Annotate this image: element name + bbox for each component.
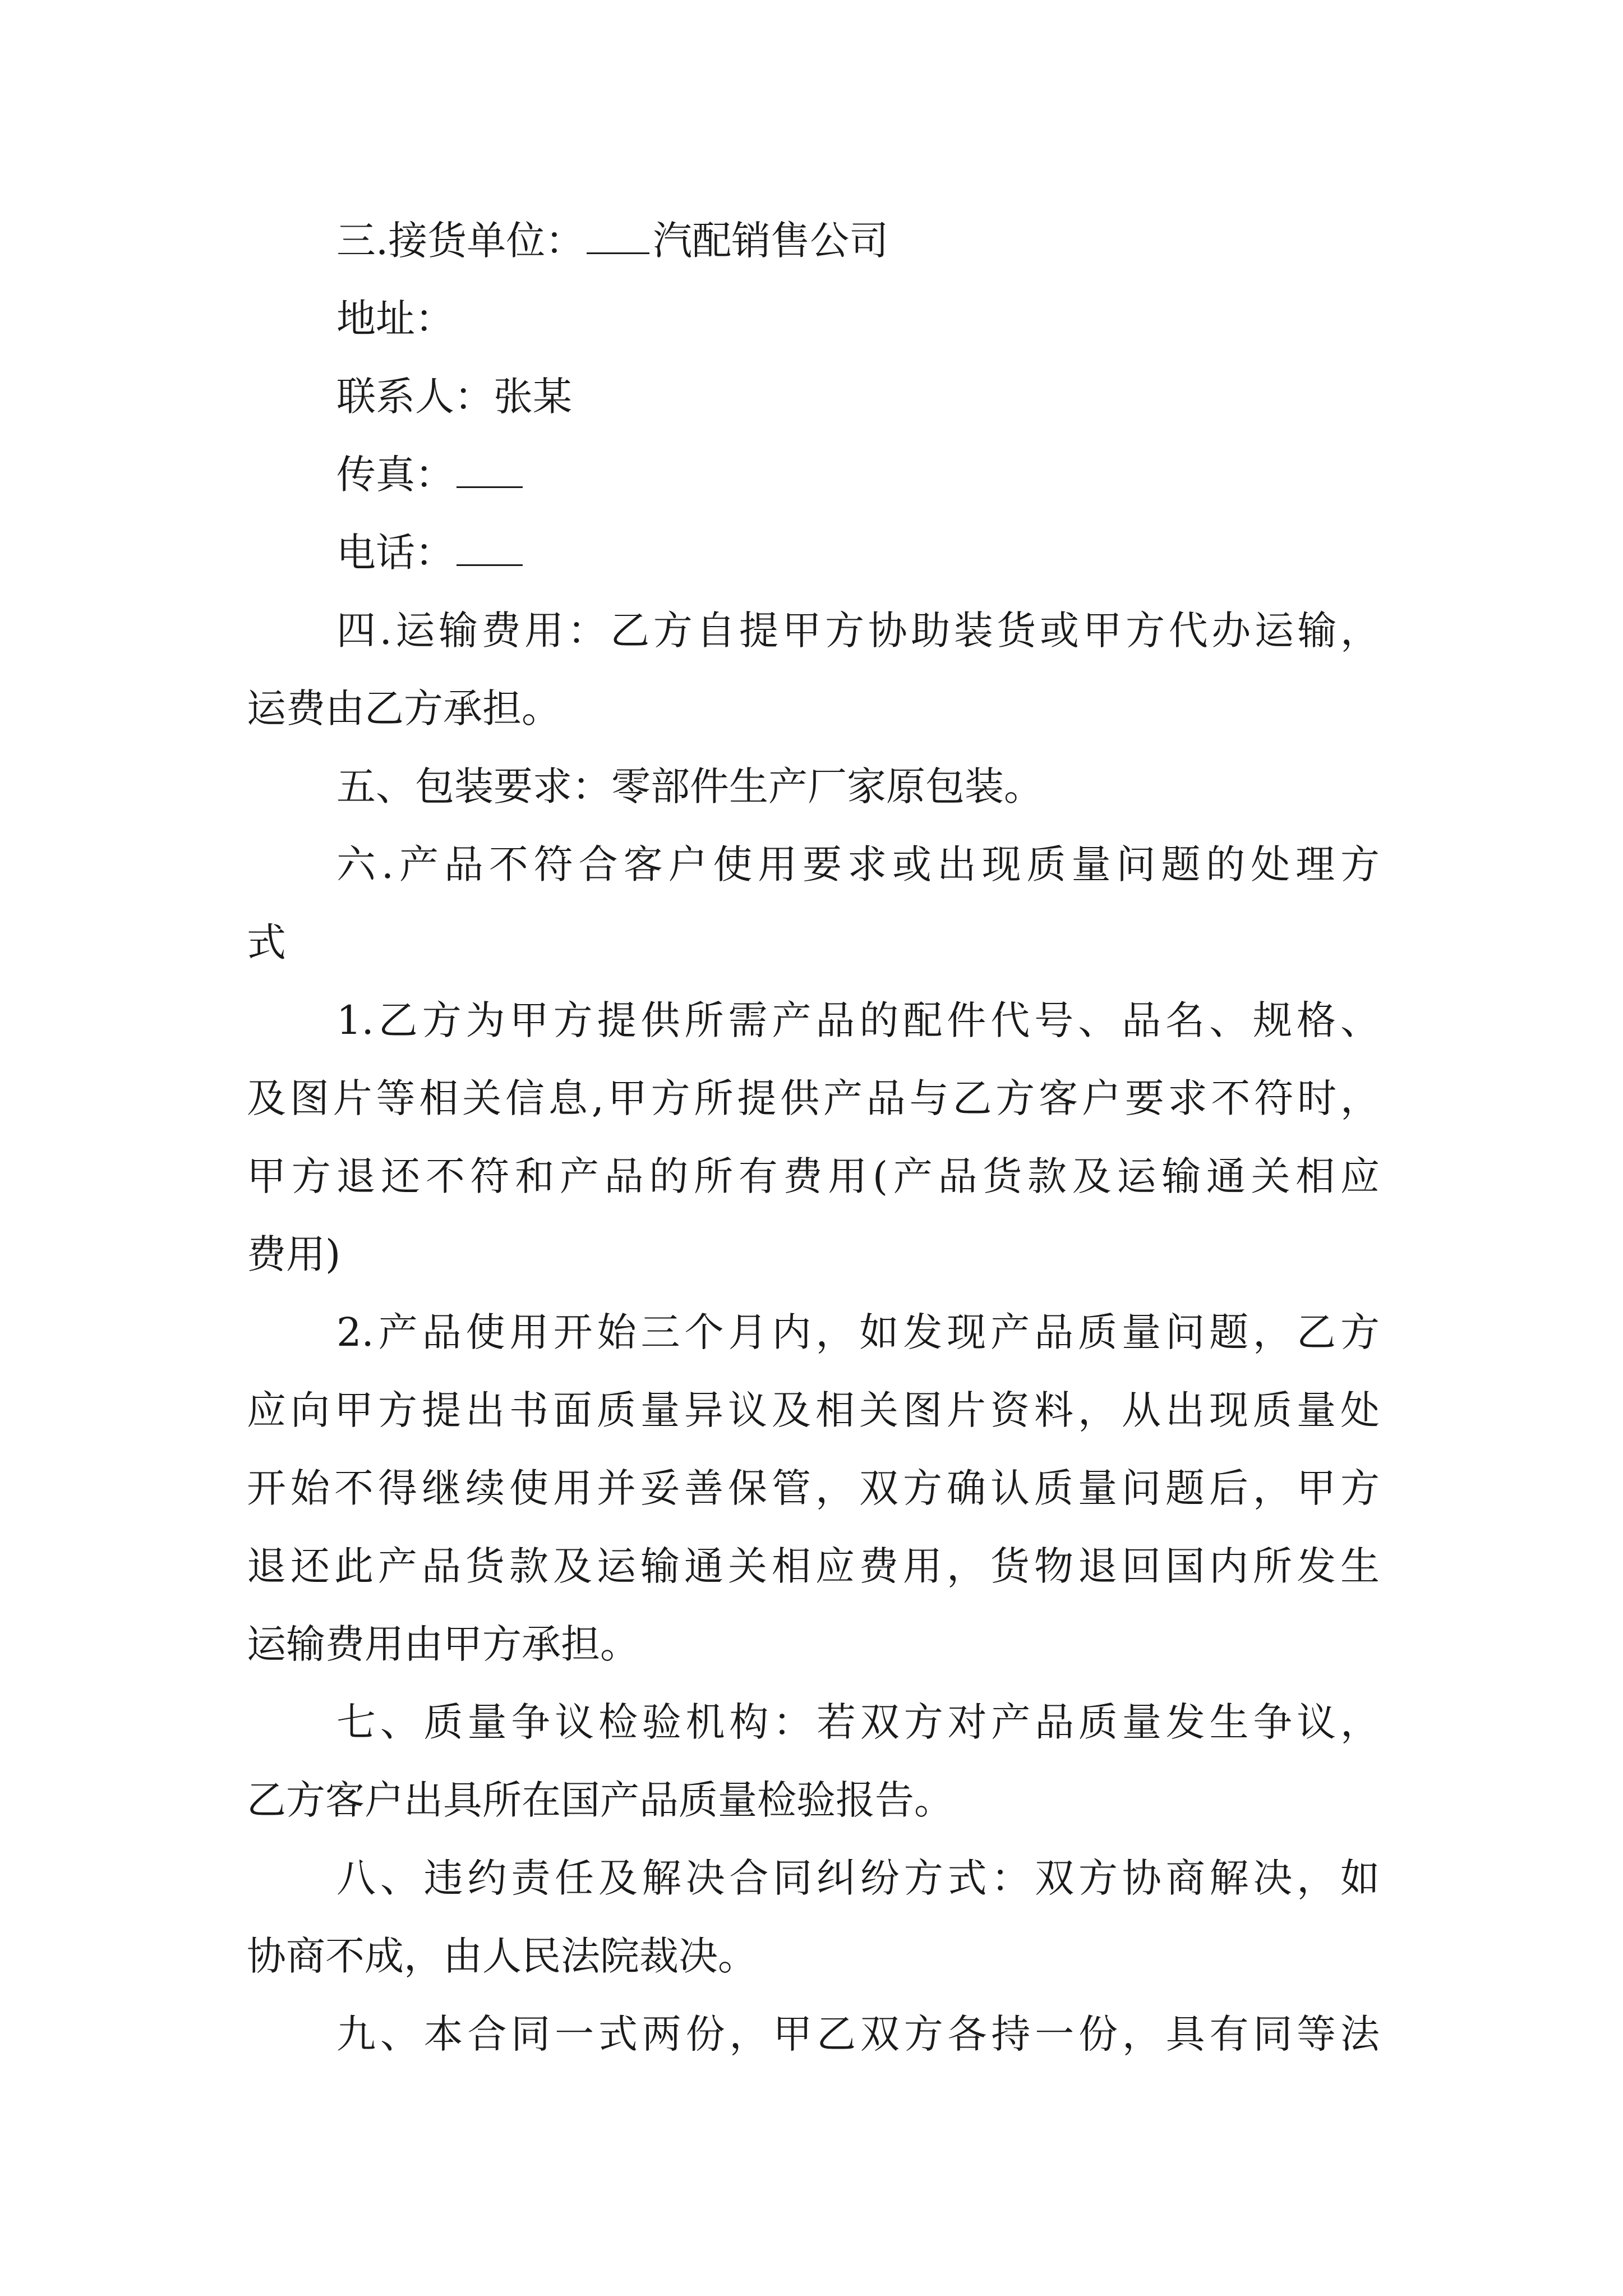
address-line: 地址： [336,296,454,342]
phone-blank [457,532,523,566]
clause-6-1-line-2: 及图片等相关信息,甲方所提供产品与乙方客户要求不符时， [247,1075,1380,1121]
clause-4-line-2: 运费由乙方承担。 [247,685,561,731]
clause-7-line-2: 乙方客户出具所在国产品质量检验报告。 [247,1777,953,1823]
clause-8-line-2: 协商不成，由人民法院裁决。 [247,1933,757,1979]
clause-6-line-2: 式 [247,919,286,965]
clause-4-line-1: 四.运输费用：乙方自提甲方协助装货或甲方代办运输， [336,608,1380,654]
contact-person-line: 联系人：张某 [336,374,572,420]
clause-6-1-line-4: 费用) [247,1231,341,1277]
clause-8-line-1: 八、违约责任及解决合同纠纷方式：双方协商解决，如 [336,1855,1380,1901]
clause-6-2-line-4: 退还此产品货款及运输通关相应费用，货物退回国内所发生 [247,1543,1380,1589]
fax-blank [457,454,523,488]
receiving-unit-value: 汽配销售公司 [653,218,889,264]
clause-6-2-line-2: 应向甲方提出书面质量异议及相关图片资料，从出现质量处 [247,1387,1380,1433]
clause-6-line-1: 六.产品不符合客户使用要求或出现质量问题的处理方 [336,841,1380,887]
clause-7-line-1: 七、质量争议检验机构：若双方对产品质量发生争议， [336,1699,1380,1745]
contract-body [247,202,1380,2073]
clause-6-2-line-3: 开始不得继续使用并妥善保管，双方确认质量问题后，甲方 [247,1465,1380,1511]
clause-6-2-line-1: 2.产品使用开始三个月内，如发现产品质量问题，乙方 [336,1309,1380,1355]
phone-label: 电话： [336,530,454,576]
clause-6-1-line-3: 甲方退还不符和产品的所有费用(产品货款及运输通关相应 [247,1153,1380,1199]
receiving-unit-label: 三.接货单位： [336,218,585,264]
receiving-unit-blank [587,220,649,254]
clause-6-1-line-1: 1.乙方为甲方提供所需产品的配件代号、品名、规格、 [336,997,1380,1043]
fax-line [247,436,1380,514]
clause-9-line-1: 九、本合同一式两份，甲乙双方各持一份，具有同等法 [336,2011,1380,2057]
receiving-unit-line [247,202,1380,280]
clause-5-line: 五、包装要求：零部件生产厂家原包装。 [336,763,1043,809]
clause-6-2-line-5: 运输费用由甲方承担。 [247,1621,639,1667]
fax-label: 传真： [336,452,454,498]
phone-line [247,514,1380,592]
